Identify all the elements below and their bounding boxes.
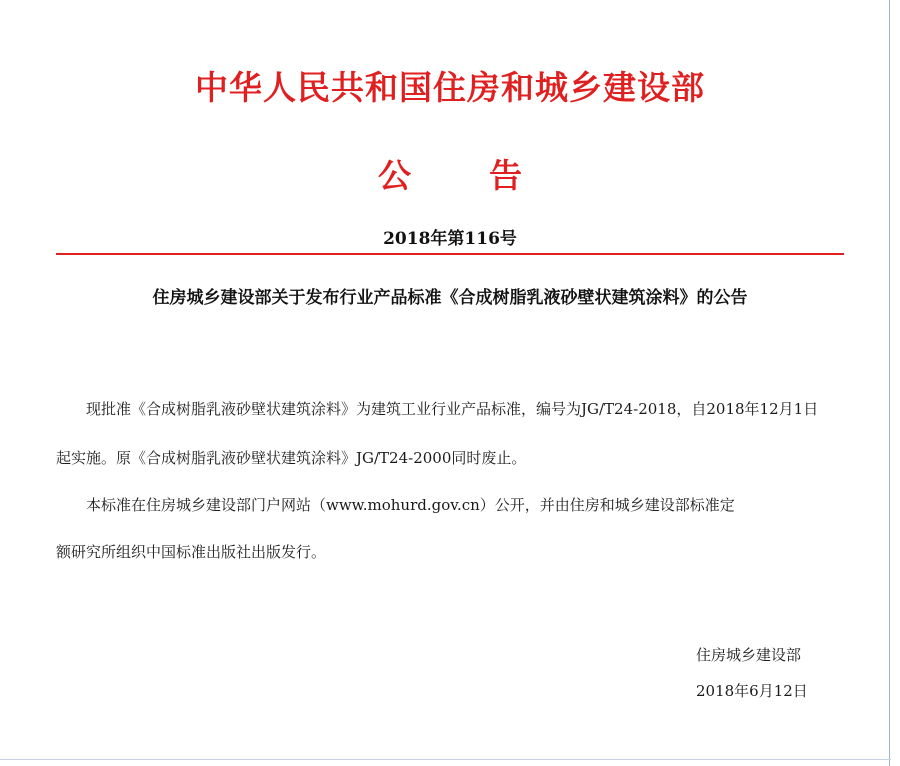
signature-date: 2018年6月12日 xyxy=(696,682,808,700)
page-bottom-border xyxy=(0,759,891,760)
page-right-border xyxy=(889,0,890,766)
document-number: 2018年第116号 xyxy=(383,229,517,249)
red-divider xyxy=(56,253,844,255)
paragraph-2-line-1: 本标准在住房城乡建设部门户网站（www.mohurd.gov.cn）公开，并由住房和城乡建设部标准定 xyxy=(86,496,735,514)
signature-organization: 住房城乡建设部 xyxy=(696,646,802,664)
paragraph-2-line-2: 额研究所组织中国标准出版社出版发行。 xyxy=(56,543,327,561)
announcement-headline: 住房城乡建设部关于发布行业产品标准《合成树脂乳液砂壁状建筑涂料》的公告 xyxy=(152,288,748,308)
ministry-title: 中华人民共和国住房和城乡建设部 xyxy=(195,68,705,107)
paragraph-1-line-1: 现批准《合成树脂乳液砂壁状建筑涂料》为建筑工业行业产品标准，编号为JG/T24-2018，自2018年12月1日 xyxy=(86,400,819,418)
announcement-title: 公告 xyxy=(378,156,600,195)
paragraph-1-line-2: 起实施。原《合成树脂乳液砂壁状建筑涂料》JG/T24-2000同时废止。 xyxy=(56,449,527,467)
